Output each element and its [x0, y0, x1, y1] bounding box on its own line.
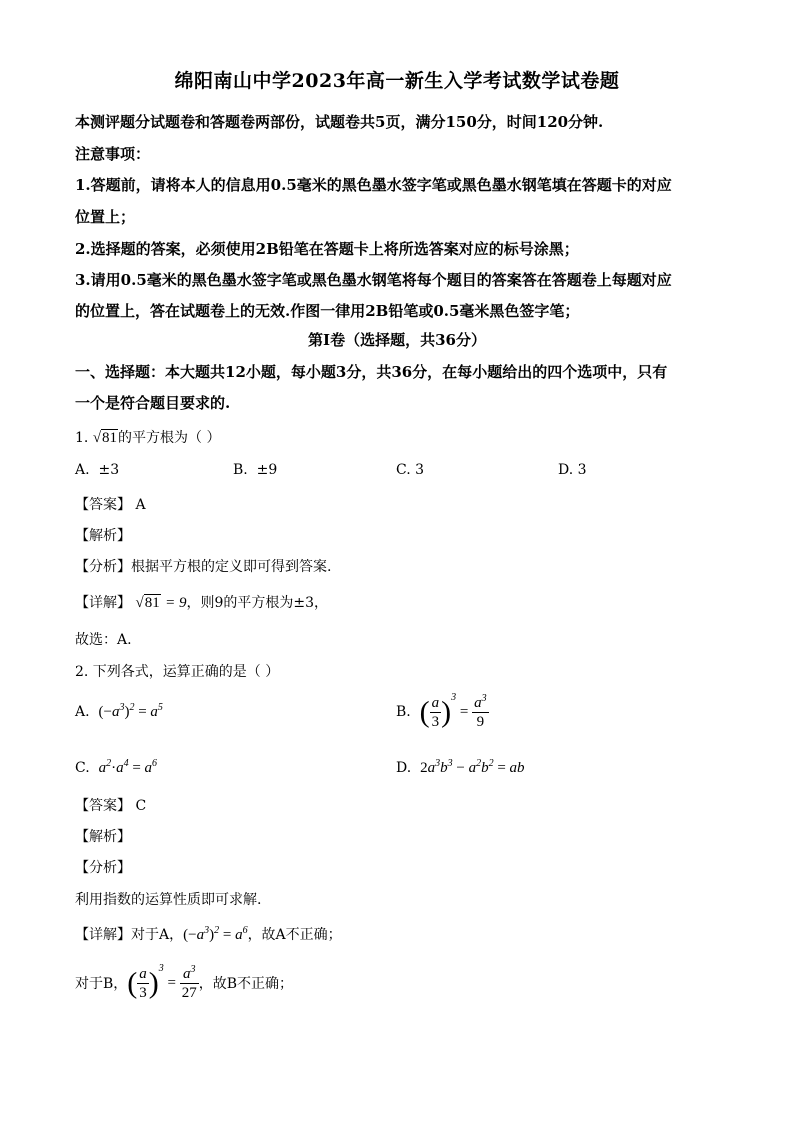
q2-answer-tag: 【答案】 — [75, 798, 131, 814]
q1-sqrt: √81 — [92, 430, 118, 446]
q2-option-b-label: B. — [396, 703, 411, 720]
q2-detail-b-prefix: 对于B， — [75, 975, 128, 992]
q2-option-c-label: C. — [75, 760, 90, 776]
q1-option-d-value: 3 — [577, 462, 587, 478]
notice-line-2: 位置上； — [75, 208, 136, 226]
intro-text: 本测评题分试题卷和答题卷两部份，试题卷共5页，满分150分，时间120分钟. — [75, 113, 604, 131]
q1-analysis-head: 【分析】 — [75, 559, 131, 575]
q1-conclusion: 故选：A. — [75, 632, 132, 648]
q1-option-c-value: 3 — [415, 462, 425, 478]
section-title: 第Ⅰ卷（选择题，共36分） — [308, 331, 486, 349]
q2-detail-tag: 【详解】 — [75, 927, 131, 943]
q1-option-a-label: A. — [75, 462, 90, 478]
q2-analysis-tag: 【解析】 — [75, 829, 131, 845]
page-title: 绵阳南山中学2023年高一新生入学考试数学试卷题 — [174, 70, 620, 92]
q1-option-a — [75, 462, 119, 478]
q1-answer-value: A — [135, 497, 146, 513]
q1-option-b — [233, 462, 277, 478]
q1-option-b-value: ±9 — [256, 462, 278, 478]
notice-line-4: 3.请用0.5毫米的黑色墨水签字笔或黑色墨水钢笔将每个题目的答案答在答题卷上每题对应 — [75, 271, 672, 289]
q1-option-d-label: D. — [558, 462, 574, 478]
q2-option-b — [396, 691, 489, 731]
q2-stem: 2. 下列各式，运算正确的是（ ） — [75, 664, 280, 680]
notice-heading: 注意事项： — [75, 145, 151, 163]
q2-detail-a — [75, 924, 342, 944]
q1-option-a-value: ±3 — [98, 462, 120, 478]
notice-line-1: 1.答题前，请将本人的信息用0.5毫米的黑色墨水签字笔或黑色墨水钢笔填在答题卡的对应 — [75, 176, 672, 194]
notice-line-3: 2.选择题的答案，必须使用2B铅笔在答题卡上将所选答案对应的标号涂黑； — [75, 240, 579, 258]
q1-answer-tag: 【答案】 — [75, 497, 131, 513]
q2-option-b-formula: ( $\frac{a}{3}$ )$^3$ = $\frac{a^3}{9}$ — [419, 691, 487, 730]
q2-option-d-label: D. — [396, 760, 412, 776]
q1-detail — [75, 592, 328, 612]
q2-analysis-text: 利用指数的运算性质即可求解. — [75, 892, 262, 908]
q2-answer-value: C — [135, 798, 147, 814]
q2-option-c-formula: $a^2\cdot a^4 = a^6$ — [98, 758, 158, 776]
q2-answer — [75, 795, 146, 815]
section-desc-1: 一、选择题：本大题共12小题，每小题3分，共36分，在每小题给出的四个选项中，只有 — [75, 363, 668, 381]
notice-line-5: 的位置上，答在试题卷上的无效.作图一律用2B铅笔或0.5毫米黑色签字笔； — [75, 302, 580, 320]
q1-analysis — [75, 556, 331, 576]
q1-answer — [75, 494, 146, 514]
q1-option-b-label: B. — [233, 462, 248, 478]
q2-detail-b-formula: ( $\frac{a}{3}$ )$^3$ = $\frac{a^3}{27}$ — [127, 962, 197, 1001]
q1-stem — [75, 427, 221, 447]
q1-detail-sqrt-arg: 81 — [144, 595, 160, 611]
q2-option-d-formula: $2a^3b^3 - a^2b^2$ = ab — [420, 758, 525, 776]
q1-detail-eq: = 9 — [165, 595, 187, 611]
q1-analysis-tag: 【解析】 — [75, 528, 131, 544]
q1-analysis-text: 根据平方根的定义即可得到答案. — [131, 559, 332, 575]
q1-option-c — [396, 462, 424, 478]
q2-detail-a-formula: $(-a^3)^2 = a^6$ — [183, 925, 248, 943]
q1-option-c-label: C. — [396, 462, 411, 478]
q1-stem-text: 的平方根为（ ） — [118, 430, 221, 446]
q1-sqrt-arg: 81 — [102, 430, 118, 446]
q2-option-d — [396, 760, 525, 777]
q2-detail-b — [75, 962, 294, 1002]
q1-number: 1. — [75, 430, 89, 446]
q2-detail-a-prefix: 对于A， — [131, 927, 184, 943]
section-desc-2: 一个是符合题目要求的. — [75, 394, 231, 412]
q1-detail-tag: 【详解】 — [75, 595, 131, 611]
q1-detail-sqrt: √81 — [135, 595, 160, 611]
q2-option-a-label: A. — [75, 704, 90, 720]
q2-option-c — [75, 760, 157, 777]
q2-option-a — [75, 704, 163, 721]
q2-detail-b-suffix: ，故B不正确； — [198, 975, 294, 992]
q2-analysis-head: 【分析】 — [75, 860, 131, 876]
q2-option-a-formula: $(-a^3)^2 = a^5$ — [98, 702, 163, 720]
q2-detail-a-suffix: ，故A不正确； — [247, 927, 342, 943]
q1-option-d — [558, 462, 587, 478]
q1-detail-text: ，则9的平方根为±3， — [186, 595, 329, 611]
